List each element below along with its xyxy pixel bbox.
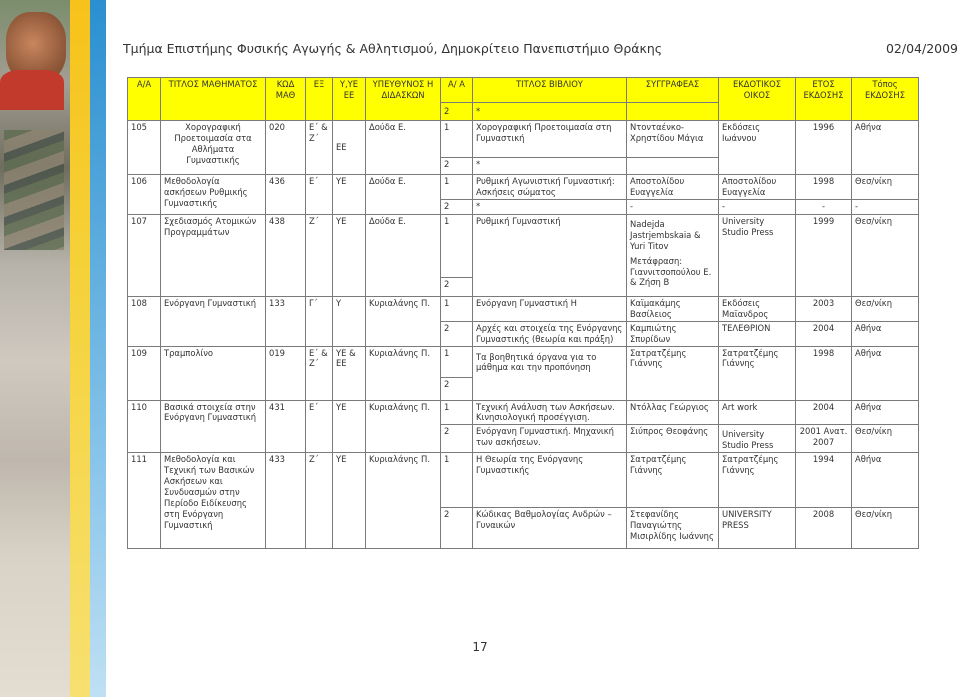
course-code: 431 (266, 400, 306, 453)
book-no: 2 (441, 199, 473, 214)
course-type: ΥΕ (333, 453, 366, 549)
blue-band (90, 0, 106, 697)
book-publisher: Σατρατζέμης Γιάννης (719, 346, 796, 400)
athletes-photo (4, 130, 64, 250)
semester: Ε΄ & Ζ΄ (306, 346, 333, 400)
course-type: ΥΕ & ΕΕ (333, 346, 366, 400)
book-author-names: Nadejda Jastrjembskaia & Yuri Titov (630, 218, 701, 251)
course-title: Βασικά στοιχεία στην Ενόργανη Γυμναστική (161, 400, 266, 453)
book-title: Ενόργανη Γυμναστική. Μηχανική των ασκήσεων. (473, 425, 627, 453)
book-publisher: ΤΕΛΕΘΡΙΟΝ (719, 321, 796, 346)
course-type: ΥΕ (333, 175, 366, 215)
book-author: Σιύπρος Θεοφάνης (627, 425, 719, 453)
book-author: Ντονταένκο-Χρηστίδου Μάγια (627, 121, 719, 158)
book-no: 1 (441, 346, 473, 377)
course-title: Ενόργανη Γυμναστική (161, 296, 266, 346)
book-place: - (852, 199, 919, 214)
teacher: Δούδα Ε. (366, 175, 441, 215)
header-row (128, 78, 919, 103)
course-type: ΥΕ (333, 400, 366, 453)
book-title: * (473, 199, 627, 214)
book-no: 2 (441, 158, 473, 175)
book-year: 1998 (796, 346, 852, 400)
col-header-semester: ΕΞ (306, 78, 333, 121)
book-no: 1 (441, 214, 473, 277)
book-place: Αθήνα (852, 453, 919, 508)
course-title: Μεθοδολογία και Τεχνική των Βασικών Ασκήσεων και Συνδυασμών στην Περίοδο Ειδίκευσης στη Ενόργανη Γυμναστική (161, 453, 266, 549)
book-place: Θεσ/νίκη (852, 214, 919, 296)
book-publisher: University Studio Press (719, 214, 796, 296)
row-id: 110 (128, 400, 161, 453)
course-title: Χορογραφική Προετοιμασία στα Αθλήματα Γυμναστικής (161, 121, 266, 175)
col-header-type: Υ,ΥΕ ΕΕ (333, 78, 366, 121)
book-year: 2004 (796, 321, 852, 346)
book-no: 2 (441, 321, 473, 346)
row-id: 106 (128, 175, 161, 215)
book-author: Καϊμακάμης Βασίλειος (627, 296, 719, 321)
book-author: Σατρατζέμης Γιάννης (627, 346, 719, 400)
table-row (128, 453, 919, 508)
book-author: - (627, 199, 719, 214)
book-year: 1996 (796, 121, 852, 175)
book-title: Ρυθμική Αγωνιστική Γυμναστική: Ασκήσεις σώματος (473, 175, 627, 200)
book-year: 1994 (796, 453, 852, 508)
book-year: 2001 Ανατ. 2007 (796, 425, 852, 453)
col-header-author: ΣΥΓΓΡΑΦΕΑΣ (627, 78, 719, 103)
teacher: Κυριαλάνης Π. (366, 400, 441, 453)
child-photo-shirt (0, 70, 64, 110)
teacher: Κυριαλάνης Π. (366, 453, 441, 549)
book-publisher: UNIVERSITY PRESS (719, 508, 796, 549)
col-header-aa: Α/Α (128, 78, 161, 121)
row-id: 109 (128, 346, 161, 400)
book-publisher: Art work (719, 400, 796, 425)
table-row (128, 400, 919, 425)
semester: Ε΄ (306, 175, 333, 215)
book-title: * (473, 158, 627, 175)
book-no: 1 (441, 400, 473, 425)
semester: Ε΄ & Ζ΄ (306, 121, 333, 175)
book-place: Θεσ/νίκη (852, 508, 919, 549)
course-code: 020 (266, 121, 306, 175)
book-no: 2 (441, 277, 473, 296)
col-header-teacher: ΥΠΕΥΘΥΝΟΣ Η ΔΙΔΑΣΚΩΝ (366, 78, 441, 121)
col-header-book-aa: Α/ Α (441, 78, 473, 103)
row-id: 107 (128, 214, 161, 296)
book-title: Κώδικας Βαθμολογίας Ανδρών – Γυναικών (473, 508, 627, 549)
row-id: 105 (128, 121, 161, 175)
book-no: 1 (441, 121, 473, 158)
course-code: 019 (266, 346, 306, 400)
book-place: Αθήνα (852, 121, 919, 175)
table-row (128, 214, 919, 277)
col-header-year: ΕΤΟΣ ΕΚΔΟΣΗΣ (796, 78, 852, 121)
book-author: Στεφανίδης Παναγιώτης Μισιρλίδης Ιωάννης (627, 508, 719, 549)
book-no: 1 (441, 175, 473, 200)
course-code: 436 (266, 175, 306, 215)
table-row (128, 346, 919, 377)
document-date: 02/04/2009 (885, 41, 958, 56)
table-row (128, 175, 919, 200)
book-author: Αποστολίδου Ευαγγελία (627, 175, 719, 200)
course-books-table (127, 77, 919, 549)
book-no: 2 (441, 508, 473, 549)
book-author (627, 214, 719, 296)
book-publisher: - (719, 199, 796, 214)
col-header-place: Τόπος ΕΚΔΟΣΗΣ (852, 78, 919, 121)
row-id: 111 (128, 453, 161, 549)
book-author (627, 158, 719, 175)
col-header-course-title: ΤΙΤΛΟΣ ΜΑΘΗΜΑΤΟΣ (161, 78, 266, 121)
course-type: Υ (333, 296, 366, 346)
book-title: Αρχές και στοιχεία της Ενόργανης Γυμναστικής (θεωρία και πράξη) (473, 321, 627, 346)
decorative-photo-strip (0, 0, 106, 697)
book-translation: Μετάφραση: Γιαννιτσοπούλου Ε. & Ζήση Β (630, 255, 712, 288)
header-book-no-2: 2 (441, 103, 473, 121)
book-title: Ρυθμική Γυμναστική (473, 214, 627, 296)
book-place: Θεσ/νίκη (852, 425, 919, 453)
book-place: Θεσ/νίκη (852, 175, 919, 200)
book-year: - (796, 199, 852, 214)
book-publisher: Εκδόσεις Μαϊανδρος (719, 296, 796, 321)
col-header-publisher: ΕΚΔΟΤΙΚΟΣ ΟΙΚΟΣ (719, 78, 796, 121)
department-title: Τμήμα Επιστήμης Φυσικής Αγωγής & Αθλητισμού, Δημοκρίτειο Πανεπιστήμιο Θράκης (123, 41, 663, 56)
semester: Ζ΄ (306, 453, 333, 549)
book-publisher: Σατρατζέμης Γιάννης (719, 453, 796, 508)
page-number: 17 (472, 640, 488, 654)
book-title: Τα βοηθητικά όργανα για το μάθημα και την προπόνηση (473, 346, 627, 400)
teacher: Κυριαλάνης Π. (366, 346, 441, 400)
yellow-band (70, 0, 90, 697)
course-title: Σχεδιασμός Ατομικών Προγραμμάτων (161, 214, 266, 296)
book-year: 1999 (796, 214, 852, 296)
semester: Ε΄ (306, 400, 333, 453)
book-no: 2 (441, 377, 473, 400)
course-title: Τραμπολίνο (161, 346, 266, 400)
book-title: Χορογραφική Προετοιμασία στη Γυμναστική (473, 121, 627, 158)
book-title: Τεχνική Ανάλυση των Ασκήσεων. Κινησιολογική προσέγγιση. (473, 400, 627, 425)
semester: Ζ΄ (306, 214, 333, 296)
header-book-title-2: * (473, 103, 627, 121)
row-id: 108 (128, 296, 161, 346)
book-title: Ενόργανη Γυμναστική Η (473, 296, 627, 321)
table-row (128, 121, 919, 158)
book-year: 2008 (796, 508, 852, 549)
book-no: 2 (441, 425, 473, 453)
book-publisher: Αποστολίδου Ευαγγελία (719, 175, 796, 200)
book-title: Η Θεωρία της Ενόργανης Γυμναστικής (473, 453, 627, 508)
course-title: Μεθοδολογία ασκήσεων Ρυθμικής Γυμναστικής (161, 175, 266, 215)
page-header (123, 41, 958, 56)
course-code: 133 (266, 296, 306, 346)
col-header-course-code: ΚΩΔ ΜΑΘ (266, 78, 306, 121)
book-place: Αθήνα (852, 321, 919, 346)
book-author: Σατρατζέμης Γιάννης (627, 453, 719, 508)
book-place: Αθήνα (852, 346, 919, 400)
table-row (128, 296, 919, 321)
col-header-book-title: ΤΙΤΛΟΣ ΒΙΒΛΙΟΥ (473, 78, 627, 103)
book-year: 2003 (796, 296, 852, 321)
course-code: 438 (266, 214, 306, 296)
book-place: Θεσ/νίκη (852, 296, 919, 321)
teacher: Κυριαλάνης Π. (366, 296, 441, 346)
teacher: Δούδα Ε. (366, 214, 441, 296)
book-author: Ντόλλας Γεώργιος (627, 400, 719, 425)
course-type: ΕΕ (333, 121, 366, 175)
book-publisher: University Studio Press (719, 425, 796, 453)
book-year: 2004 (796, 400, 852, 425)
book-place: Αθήνα (852, 400, 919, 425)
book-publisher: Εκδόσεις Ιωάννου (719, 121, 796, 175)
book-year: 1998 (796, 175, 852, 200)
course-type: ΥΕ (333, 214, 366, 296)
book-no: 1 (441, 453, 473, 508)
header-author-2 (627, 103, 719, 121)
book-no: 1 (441, 296, 473, 321)
course-code: 433 (266, 453, 306, 549)
semester: Γ΄ (306, 296, 333, 346)
teacher: Δούδα Ε. (366, 121, 441, 175)
book-author: Καμπιώτης Σπυρίδων (627, 321, 719, 346)
